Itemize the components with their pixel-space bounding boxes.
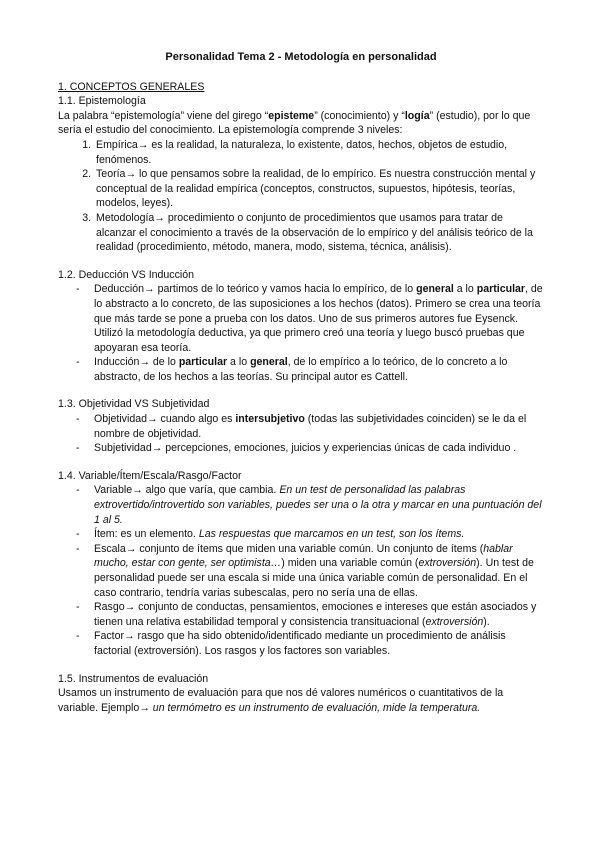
list-item: - Inducción→ de lo particular a lo general, de lo empírico a lo teórico, de lo concreto a lo abstracto, de los hechos a las teorías. Su principal autor es Cattell.	[58, 355, 544, 384]
list-item: - Rasgo→ conjunto de conductas, pensamientos, emociones e intereses que están asociados y tienen una relativa estabilidad temporal y consistencia transituacional (extroversión).	[58, 600, 544, 629]
subsection-heading-objetividad: 1.3. Objetividad VS Subjetividad	[58, 398, 210, 411]
example-text: extroversión	[425, 615, 484, 628]
document-page	[58, 50, 544, 715]
epistemologia-intro: La palabra “epistemología” viene del girego “episteme” (conocimiento) y “logía” (estudio), por lo que sería el estudio del conocimiento. La epistemología comprende 3 niveles:	[58, 109, 531, 137]
example-text: un termómetro es un instrumento de evaluación, mide la temperatura.	[152, 701, 481, 714]
bold-term: episteme	[268, 109, 315, 122]
list-item: - Variable→ algo que varía, que cambia. En un test de personalidad las palabras extrovertido/introvertido son variables, puedes ser una o la otra y marcar en una puntuación del 1 al 5.	[58, 483, 544, 527]
bold-term: general	[416, 283, 454, 296]
bold-term: particular	[178, 356, 228, 369]
bold-term: logía	[404, 109, 430, 122]
subsection-heading-epistemologia: 1.1. Epistemología	[58, 95, 146, 108]
list-item: - Subjetividad→ percepciones, emociones, juicios y experiencias únicas de cada individuo .	[58, 441, 544, 456]
subsection-heading-deduccion: 1.2. Deducción VS Inducción	[58, 268, 195, 281]
list-item: - Ítem: es un elemento. Las respuestas que marcamos en un test, son los ítems.	[58, 527, 544, 542]
subsection-heading-instrumentos: 1.5. Instrumentos de evaluación	[58, 672, 209, 685]
list-item: - Objetividad→ cuando algo es intersubjetivo (todas las subjetividades coinciden) se le da el nombre de objetividad.	[58, 412, 544, 441]
bold-term: particular	[476, 283, 526, 296]
list-item: 1. Empírica→ es la realidad, la naturaleza, lo existente, datos, hechos, objetos de estudio, fenómenos.	[94, 138, 544, 167]
section-heading-conceptos: 1. CONCEPTOS GENERALES	[58, 80, 205, 93]
epistemologia-levels-list	[58, 138, 544, 255]
bold-term: intersubjetivo	[235, 413, 305, 426]
list-item: 2. Teoría→ lo que pensamos sobre la realidad, de lo empírico. Es nuestra construcción mental y conceptual de la realidad empírica (conceptos, constructos, supuestos, hipótesis, teorías, modelos, leyes).	[94, 167, 544, 211]
list-item: - Factor→ rasgo que ha sido obtenido/identificado mediante un procedimiento de análisis factorial (extroversión). Los rasgos y los factores son variables.	[58, 629, 544, 658]
instrumentos-paragraph: Usamos un instrumento de evaluación para que nos dé valores numéricos o cuantitativos de la variable. Ejemplo→ un termómetro es un instrumento de evaluación, mide la temperatura.	[58, 687, 504, 714]
list-item: - Deducción→ partimos de lo teórico y vamos hacia lo empírico, de lo general a lo particular, de lo abstracto a lo concreto, de las suposiciones a los hechos (datos). Primero se crea una teoría que más tarde se pone a prueba con los datos. Uno de sus primeros autores fue Eysenck. Utilizó la metodología deductiva, ya que primero creó una teoría y luego buscó pruebas que apoyaran esa teoría.	[58, 282, 544, 355]
example-text: hablar mucho, estar con gente, ser optimista…	[94, 542, 513, 570]
example-text: Las respuestas que marcamos en un test, son los ítems.	[198, 528, 465, 541]
list-item: - Escala→ conjunto de ítems que miden una variable común. Un conjunto de ítems (hablar mucho, estar con gente, ser optimista…) miden una variable común (extroversión). Un test de personalidad puede ser una escala si mide una única variable común de personalidad. En el caso contrario, tendría varias subescalas, pero no sería una de ellas.	[58, 542, 544, 600]
document-title: Personalidad Tema 2 - Metodología en personalidad	[165, 51, 437, 63]
deduccion-list	[58, 282, 544, 384]
objetividad-list	[58, 412, 544, 456]
variable-list	[58, 483, 544, 658]
bold-term: general	[250, 356, 288, 369]
example-text: extroversión	[418, 557, 477, 570]
example-text: En un test de personalidad las palabras extrovertido/introvertido son variables, puedes ser una o la otra y marcar en una puntuación del 1 al 5.	[94, 484, 542, 526]
list-item: 3. Metodología→ procedimiento o conjunto de procedimientos que usamos para tratar de alcanzar el conocimiento a través de la observación de lo empírico y del análisis teórico de la realidad (procedimiento, método, manera, modo, sistema, técnica, análisis).	[94, 211, 544, 255]
subsection-heading-variable: 1.4. Variable/Ítem/Escala/Rasgo/Factor	[58, 469, 242, 482]
